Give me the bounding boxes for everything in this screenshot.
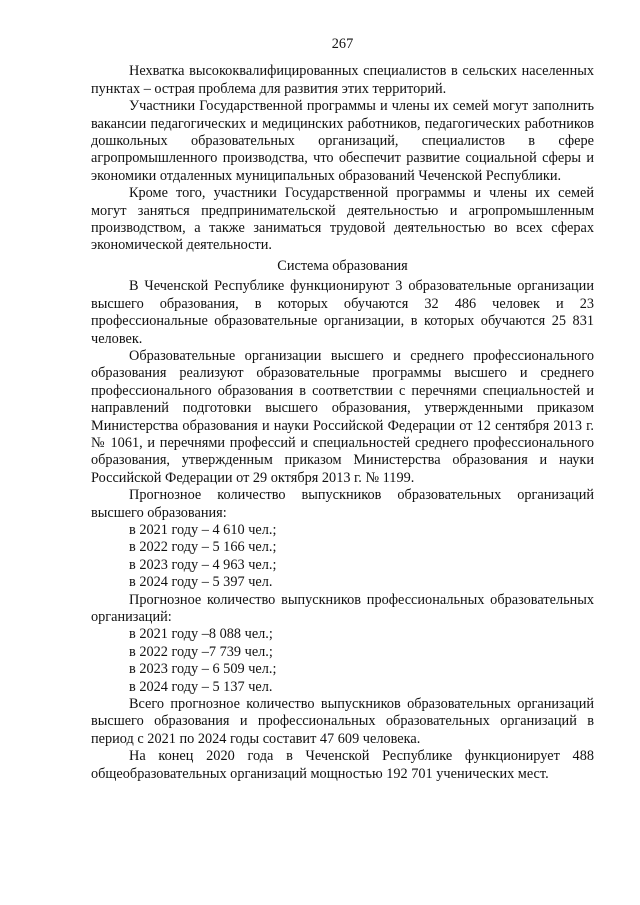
forecast-professional-intro: Прогнозное количество выпускников профессиональных образовательных организаций:: [91, 591, 594, 625]
document-page: [91, 36, 594, 783]
forecast-professional-item: в 2022 году –7 739 чел.;: [129, 643, 273, 660]
forecast-professional-item: в 2023 году – 6 509 чел.;: [129, 661, 277, 678]
paragraph-total-forecast: Всего прогнозное количество выпускников образовательных организаций высшего образования и профессиональных образовательных организаций в период с 2021 по 2024 годы составит 47 609 человека.: [91, 696, 594, 747]
forecast-higher-item: в 2024 году – 5 397 чел.: [129, 574, 273, 591]
paragraph-universities-count: В Чеченской Республике функционируют 3 образовательные организации высшего образования, в которых обучаются 32 486 человек и 23 профессиональные образовательные организации, в которых обучаются 25 831 человек.: [91, 278, 594, 347]
forecast-professional-item: в 2021 году –8 088 чел.;: [129, 626, 273, 643]
paragraph-schools-count: На конец 2020 года в Чеченской Республике функционирует 488 общеобразовательных организаций мощностью 192 701 ученических мест.: [91, 748, 594, 782]
forecast-higher-intro: Прогнозное количество выпускников образовательных организаций высшего образования:: [91, 487, 594, 521]
section-heading: Система образования: [277, 257, 408, 274]
paragraph-entrepreneurship: Кроме того, участники Государственной программы и члены их семей могут заняться предпринимательской деятельностью и агропромышленным производством, а также заниматься трудовой деятельностью во всех сферах экономической деятельности.: [91, 185, 594, 254]
forecast-higher-item: в 2023 году – 4 963 чел.;: [129, 556, 277, 573]
forecast-higher-item: в 2021 году – 4 610 чел.;: [129, 521, 277, 538]
page-number: 267: [331, 36, 354, 52]
forecast-higher-item: в 2022 году – 5 166 чел.;: [129, 539, 277, 556]
paragraph-education-programs: Образовательные организации высшего и среднего профессионального образования реализуют образовательные программы высшего и среднего профессионального образования в соответствии с перечнями специальностей и направлений подготовки высшего образования, утвержденными приказом Министерства образования и науки Российской Федерации от 12 сентября 2013 г. № 1061, и перечнями профессий и специальностей среднего профессионального образования, утвержденным приказом Министерства образования и науки Российской Федерации от 29 октября 2013 г. № 1199.: [91, 347, 594, 486]
paragraph-vacancies: Участники Государственной программы и члены их семей могут заполнить вакансии педагогических и медицинских работников, педагогических работников дошкольных образовательных организаций, специалистов в сфере агропромышленного производства, что обеспечит развитие социальной сферы и экономики отдаленных муниципальных образований Чеченской Республики.: [91, 98, 594, 184]
forecast-professional-item: в 2024 году – 5 137 чел.: [129, 678, 273, 695]
paragraph-specialist-shortage: Нехватка высококвалифицированных специалистов в сельских населенных пунктах – острая проблема для развития этих территорий.: [91, 63, 594, 97]
